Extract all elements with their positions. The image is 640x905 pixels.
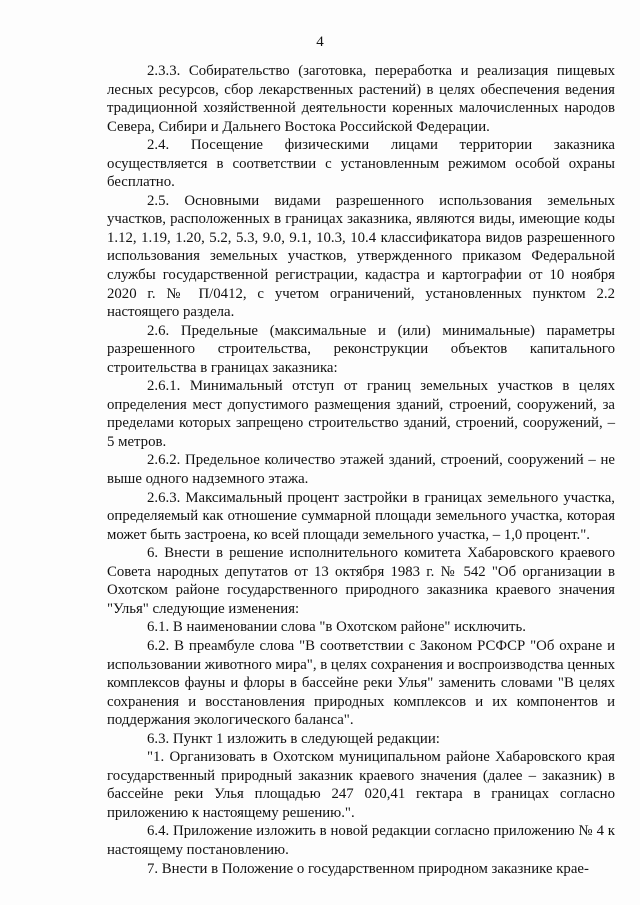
paragraph-2-6-1: 2.6.1. Минимальный отступ от границ земельных участков в целях определения мест допустимого размещения зданий, строений, сооружений, за пределами которых запрещено строительство зданий, строений, сооружений, – 5 метров.: [107, 378, 615, 450]
paragraph-6-1: 6.1. В наименовании слова "в Охотском районе" исключить.: [147, 619, 526, 636]
paragraph-2-5: 2.5. Основными видами разрешенного использования земельных участков, расположенных в границах заказника, являются виды, имеющие коды 1.12, 1.19, 1.20, 5.2, 5.3, 9.0, 9.1, 10.3, 10.4 классификатора видов разрешенного использования земельных участков, утвержденного приказом Федеральной службы государственной регистрации, кадастра и картографии от 10 ноября 2020 г. № П/0412, с учетом ограничений, установленных пунктом 2.2 настоящего раздела.: [107, 192, 615, 321]
paragraph-7: 7. Внести в Положение о государственном природном заказнике крае-: [147, 860, 589, 877]
paragraph-6-4: 6.4. Приложение изложить в новой редакции согласно приложению № 4 к настоящему постановлению.: [107, 823, 615, 858]
paragraph-6-3-quote: "1. Организовать в Охотском муниципальном районе Хабаровского края государственный природный заказник краевого значения (далее – заказник) в бассейне реки Улья площадью 247 020,41 гектара в границах согласно приложению к настоящему решению.".: [107, 749, 615, 821]
page-number: 4: [316, 34, 324, 50]
paragraph-6-2: 6.2. В преамбуле слова "В соответствии с Законом РСФСР "Об охране и использовании животного мира", в целях сохранения и воспроизводства ценных комплексов фауны и флоры в бассейне реки Улья" заменить словами "В целях сохранения и восстановления природных комплексов и их компонентов и поддержания экологического баланса".: [107, 637, 615, 729]
paragraph-2-6: 2.6. Предельные (максимальные и (или) минимальные) параметры разрешенного строительства, реконструкции объектов капитального строительства в границах заказника:: [107, 322, 615, 376]
document-body: [107, 62, 615, 878]
paragraph-2-3-3: 2.3.3. Собирательство (заготовка, переработка и реализация пищевых лесных ресурсов, сбор лекарственных растений) в целях обеспечения ведения традиционной хозяйственной деятельности коренных малочисленных народов Севера, Сибири и Дальнего Востока Российской Федерации.: [107, 63, 615, 135]
paragraph-6-3: 6.3. Пункт 1 изложить в следующей редакции:: [147, 730, 440, 747]
paragraph-6: 6. Внести в решение исполнительного комитета Хабаровского краевого Совета народных депутатов от 13 октября 1983 г. № 542 "Об организации в Охотском районе государственного природного заказника краевого значения "Улья" следующие изменения:: [107, 545, 615, 617]
paragraph-2-4: 2.4. Посещение физическими лицами территории заказника осуществляется в соответствии с установленным режимом особой охраны бесплатно.: [107, 137, 615, 191]
paragraph-2-6-3: 2.6.3. Максимальный процент застройки в границах земельного участка, определяемый как отношение суммарной площади земельного участка, которая может быть застроена, ко всей площади земельного участка, – 1,0 процент.".: [107, 489, 615, 543]
paragraph-2-6-2: 2.6.2. Предельное количество этажей зданий, строений, сооружений – не выше одного надземного этажа.: [107, 452, 615, 488]
